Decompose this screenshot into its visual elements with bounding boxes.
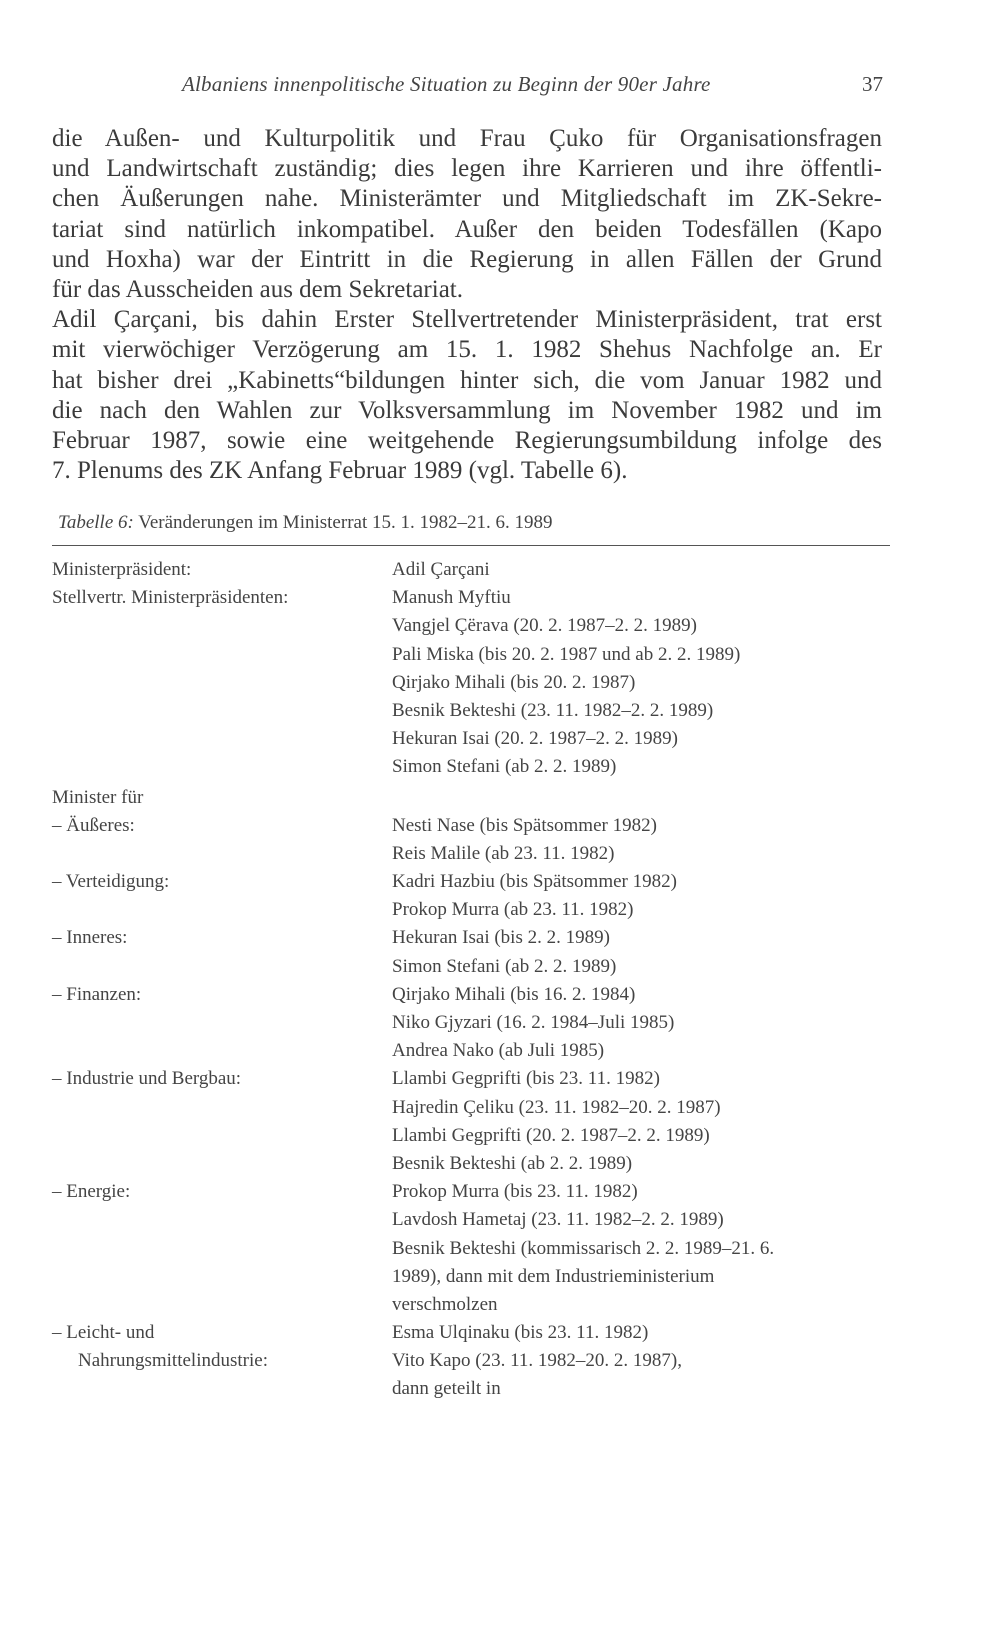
row-value: Simon Stefani (ab 2. 2. 1989)	[392, 756, 617, 778]
table-row	[52, 669, 892, 697]
row-value: Manush Myftiu	[392, 587, 511, 609]
row-value: Pali Miska (bis 20. 2. 1987 und ab 2. 2. 1989)	[392, 643, 741, 665]
table-row	[52, 1291, 892, 1319]
row-value: Adil Çarçani	[392, 559, 490, 580]
table-caption	[58, 512, 552, 534]
table-row	[52, 1235, 892, 1263]
table-top-rule	[52, 545, 890, 546]
row-label: Stellvertr. Ministerpräsidenten:	[52, 587, 289, 609]
row-value: Reis Malile (ab 23. 11. 1982)	[392, 842, 615, 864]
row-label: Minister für	[52, 786, 144, 808]
table-row	[52, 812, 892, 840]
table-row	[52, 1065, 892, 1093]
row-value: Prokop Murra (bis 23. 11. 1982)	[392, 1181, 638, 1203]
row-value: Niko Gjyzari (16. 2. 1984–Juli 1985)	[392, 1012, 675, 1033]
table-row	[52, 784, 892, 812]
row-label: – Leicht- und	[52, 1322, 155, 1344]
table-caption-label: Tabelle 6:	[58, 512, 134, 533]
row-value: Qirjako Mihali (bis 16. 2. 1984)	[392, 983, 636, 1005]
body-line: die nach den Wahlen zur Volksversammlung im November 1982 und im	[52, 396, 882, 424]
row-value: Esma Ulqinaku (bis 23. 11. 1982)	[392, 1322, 649, 1344]
row-label: – Energie:	[52, 1181, 131, 1203]
table-row	[52, 1375, 892, 1403]
row-value: Prokop Murra (ab 23. 11. 1982)	[392, 899, 634, 921]
table-row	[52, 924, 892, 952]
row-label: – Industrie und Bergbau:	[52, 1068, 242, 1090]
table-row	[52, 981, 892, 1009]
row-value: Besnik Bekteshi (ab 2. 2. 1989)	[392, 1152, 633, 1174]
row-value: Simon Stefani (ab 2. 2. 1989)	[392, 955, 617, 977]
row-value: 1989), dann mit dem Industrieministerium	[392, 1265, 715, 1287]
row-value: Kadri Hazbiu (bis Spätsommer 1982)	[392, 871, 677, 893]
row-value: verschmolzen	[392, 1293, 498, 1315]
table-row	[52, 753, 892, 781]
table-row	[52, 953, 892, 981]
body-line: für das Ausscheiden aus dem Sekretariat.	[52, 276, 463, 304]
row-value: Llambi Gegprifti (bis 23. 11. 1982)	[392, 1068, 660, 1090]
table-row	[52, 1347, 892, 1375]
table-row	[52, 725, 892, 753]
row-label: – Äußeres:	[52, 814, 135, 836]
row-value: Lavdosh Hametaj (23. 11. 1982–2. 2. 1989)	[392, 1209, 724, 1231]
row-label: – Verteidigung:	[52, 871, 170, 893]
table-row	[52, 868, 892, 896]
row-value: Nesti Nase (bis Spätsommer 1982)	[392, 814, 657, 836]
body-line: mit vierwöchiger Verzögerung am 15. 1. 1982 Shehus Nachfolge an. Er	[52, 336, 882, 364]
body-line: tariat sind natürlich inkompatibel. Außer den beiden Todesfällen (Kapo	[52, 215, 882, 243]
body-line: die Außen- und Kulturpolitik und Frau Çuko für Organisationsfragen	[52, 125, 882, 152]
table-row	[52, 1206, 892, 1234]
body-line: und Landwirtschaft zuständig; dies legen ihre Karrieren und ihre öffentli-	[52, 155, 882, 183]
row-value: Besnik Bekteshi (23. 11. 1982–2. 2. 1989)	[392, 699, 714, 721]
row-value: Hajredin Çeliku (23. 11. 1982–20. 2. 1987)	[392, 1096, 721, 1118]
body-line: und Hoxha) war der Eintritt in die Regierung in allen Fällen der Grund	[52, 245, 882, 273]
table-row	[52, 1037, 892, 1065]
row-value: dann geteilt in	[392, 1378, 501, 1400]
table-row	[52, 584, 892, 612]
table-row	[52, 1094, 892, 1122]
table-row	[52, 641, 892, 669]
table-row	[52, 1009, 892, 1037]
body-paragraphs	[52, 124, 882, 486]
table-row	[52, 896, 892, 924]
table-row	[52, 1319, 892, 1347]
row-value: Andrea Nako (ab Juli 1985)	[392, 1040, 605, 1062]
row-value: Vangjel Çërava (20. 2. 1987–2. 2. 1989)	[392, 615, 697, 637]
body-line: hat bisher drei „Kabinetts“bildungen hinter sich, die vom Januar 1982 und	[52, 366, 882, 394]
row-value: Llambi Gegprifti (20. 2. 1987–2. 2. 1989)	[392, 1124, 710, 1146]
row-label: – Finanzen:	[52, 983, 142, 1005]
table-row	[52, 840, 892, 868]
table-caption-text: Veränderungen im Ministerrat 15. 1. 1982–21. 6. 1989	[138, 512, 553, 533]
table-row	[52, 697, 892, 725]
body-line: chen Äußerungen nahe. Ministerämter und Mitgliedschaft im ZK-Sekre-	[52, 185, 882, 213]
row-value: Qirjako Mihali (bis 20. 2. 1987)	[392, 671, 636, 693]
table-row	[52, 1178, 892, 1206]
table-row	[52, 1150, 892, 1178]
row-value: Besnik Bekteshi (kommissarisch 2. 2. 1989–21. 6.	[392, 1237, 775, 1259]
table-row	[52, 612, 892, 640]
body-line: Februar 1987, sowie eine weitgehende Regierungsumbildung infolge des	[52, 427, 882, 455]
table-row	[52, 556, 892, 584]
row-value: Hekuran Isai (20. 2. 1987–2. 2. 1989)	[392, 728, 679, 750]
table-row	[52, 1122, 892, 1150]
row-label: – Inneres:	[52, 927, 128, 949]
minister-table	[52, 556, 892, 1404]
row-value: Hekuran Isai (bis 2. 2. 1989)	[392, 927, 610, 949]
running-title: Albaniens innenpolitische Situation zu Beginn der 90er Jahre	[182, 72, 711, 96]
body-line: 7. Plenums des ZK Anfang Februar 1989 (vgl. Tabelle 6).	[52, 457, 628, 485]
body-line: Adil Çarçani, bis dahin Erster Stellvertretender Ministerpräsident, trat erst	[52, 306, 882, 334]
row-value: Vito Kapo (23. 11. 1982–20. 2. 1987),	[392, 1350, 682, 1372]
row-label: Nahrungsmittelindustrie:	[78, 1350, 268, 1372]
table-row	[52, 1263, 892, 1291]
row-label: Ministerpräsident:	[52, 559, 192, 580]
page-number: 37	[862, 72, 883, 96]
